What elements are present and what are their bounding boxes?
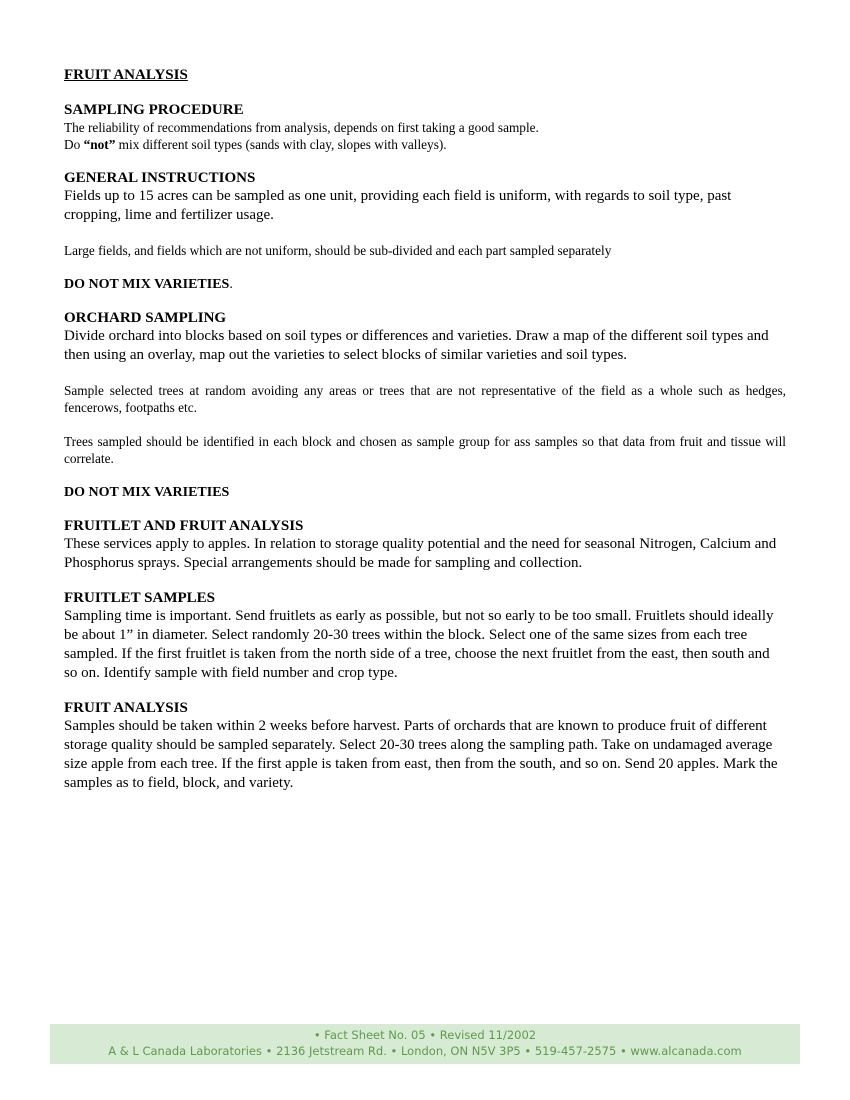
footer-banner: [50, 1024, 800, 1064]
section-general-instructions: [64, 169, 786, 293]
not-emphasis: “not”: [83, 137, 116, 152]
general-warning-text: DO NOT MIX VARIETIES: [64, 277, 230, 292]
footer-fact-sheet: • Fact Sheet No. 05 • Revised 11/2002: [313, 1028, 537, 1042]
fruitlet-samples-para: Sampling time is important. Send fruitlets as early as possible, but not so early to be too small. Fruitlets should ideally be about 1” in diameter. Select randomly 20-30 trees within the block. Select one of the same sizes from each tree sampled. If the first fruitlet is taken from the north side of a tree, choose the next fruitlet from the east, then south and so on. Identify sample with field number and crop type.: [64, 608, 774, 681]
section-orchard-sampling: [64, 309, 786, 501]
orchard-sampling-para3: Trees sampled should be identified in each block and chosen as sample group for ass samples so that data from fruit and tissue will correlate.: [64, 434, 786, 466]
fruit-analysis-heading: FRUIT ANALYSIS: [64, 700, 188, 716]
orchard-sampling-para2: Sample selected trees at random avoiding any areas or trees that are not representative of the field as a whole such as hedges, fencerows, footpaths etc.: [64, 383, 786, 415]
general-instructions-para2: Large fields, and fields which are not uniform, should be sub-divided and each part sampled separately: [64, 243, 612, 258]
section-fruitlet-and-fruit: [64, 517, 786, 573]
fruitlet-samples-heading: FRUITLET SAMPLES: [64, 590, 216, 606]
sampling-procedure-heading: SAMPLING PROCEDURE: [64, 102, 244, 118]
orchard-sampling-heading: ORCHARD SAMPLING: [64, 310, 227, 326]
fruit-analysis-para: Samples should be taken within 2 weeks before harvest. Parts of orchards that are known to produce fruit of different storage quality should be sampled separately. Select 20-30 trees along the sampling path. Take on undamaged average size apple from each tree. If the first apple is taken from east, then from the south, and so on. Send 20 apples. Mark the samples as to field, block, and variety.: [64, 718, 778, 791]
general-instructions-heading: GENERAL INSTRUCTIONS: [64, 170, 256, 186]
section-fruit-analysis: [64, 699, 786, 793]
document-title: FRUIT ANALYSIS: [64, 67, 188, 83]
document-body: [64, 66, 786, 809]
general-instructions-para1: Fields up to 15 acres can be sampled as one unit, providing each field is uniform, with regards to soil type, past cropping, lime and fertilizer usage.: [64, 188, 732, 223]
section-sampling-procedure: [64, 101, 786, 153]
orchard-warning: DO NOT MIX VARIETIES: [64, 485, 230, 500]
line2-suffix: mix different soil types (sands with clay, slopes with valleys).: [115, 137, 447, 152]
footer-contact: A & L Canada Laboratories • 2136 Jetstream Rd. • London, ON N5V 3P5 • 519-457-2575 • www.alcanada.com: [108, 1044, 742, 1058]
line2-prefix: Do: [64, 137, 84, 152]
fruitlet-and-fruit-heading: FRUITLET AND FRUIT ANALYSIS: [64, 518, 304, 534]
sampling-procedure-line2: [64, 136, 786, 153]
sampling-procedure-line1: The reliability of recommendations from analysis, depends on first taking a good sample.: [64, 120, 539, 135]
fruitlet-and-fruit-para: These services apply to apples. In relation to storage quality potential and the need for seasonal Nitrogen, Calcium and Phosphorus sprays. Special arrangements should be made for sampling and collection.: [64, 536, 777, 571]
section-fruitlet-samples: [64, 589, 786, 683]
orchard-sampling-para1: Divide orchard into blocks based on soil types or differences and varieties. Draw a map of the different soil types and then using an overlay, map out the varieties to select blocks of similar varieties and soil types.: [64, 328, 769, 363]
general-warning-suffix: .: [229, 277, 233, 292]
general-warning: [64, 276, 786, 293]
